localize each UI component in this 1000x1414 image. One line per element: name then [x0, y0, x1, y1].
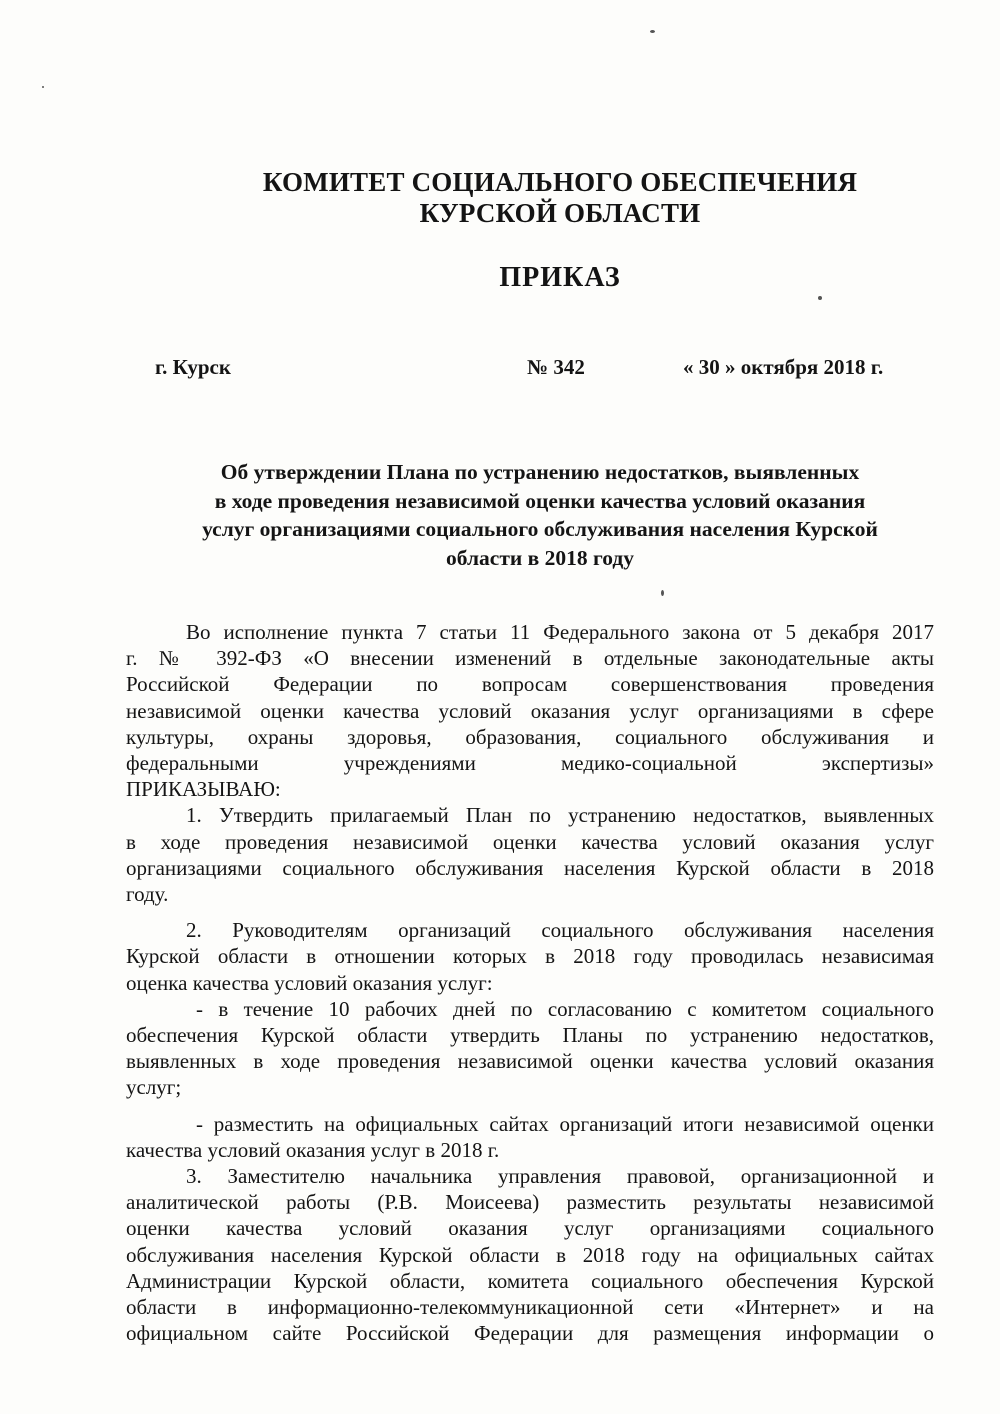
body-line: выявленных в ходе проведения независимой оценки качества условий оказания [126, 1049, 934, 1074]
body-line: обслуживания населения Курской области в 2018 году на официальных сайтах [126, 1242, 934, 1267]
body-line: культуры, охраны здоровья, образования, социального обслуживания и [126, 724, 934, 749]
body-line: - разместить на официальных сайтах организаций итоги независимой оценки [196, 1111, 934, 1136]
body-line: официальном сайте Российской Федерации для размещения информации о [126, 1321, 934, 1346]
order-keyword: ПРИКАЗЫВАЮ: [126, 777, 281, 802]
item-2-subitem-1 [126, 996, 934, 1101]
subject-line: области в 2018 году [446, 545, 634, 570]
scan-speck [42, 86, 44, 88]
document-city: г. Курск [155, 355, 231, 379]
body-line: Курской области в отношении которых в 2018 году проводилась независимая [126, 944, 934, 969]
item-1-paragraph [126, 802, 934, 907]
document-body [126, 619, 934, 1346]
body-line: г. № 392-ФЗ «О внесении изменений в отдельные законодательные акты [126, 646, 934, 671]
body-line: 1. Утвердить прилагаемый План по устранению недостатков, выявленных [186, 803, 934, 828]
body-line: 3. Заместителю начальника управления правовой, организационной и [186, 1164, 934, 1189]
body-line: Во исполнение пункта 7 статьи 11 Федерального закона от 5 декабря 2017 [186, 620, 934, 644]
item-3-paragraph [126, 1163, 934, 1346]
body-line: организациями социального обслуживания населения Курской области в 2018 [126, 855, 934, 880]
body-line: качества условий оказания услуг в 2018 г. [126, 1137, 500, 1162]
item-2-subitem-2 [126, 1111, 934, 1163]
body-line: независимой оценки качества условий оказания услуг организациями в сфере [126, 698, 934, 723]
subject-line: Об утверждении Плана по устранению недостатков, выявленных [220, 460, 860, 484]
subject-line: услуг организациями социального обслуживания населения Курской [202, 517, 878, 541]
document-type: ПРИКАЗ [499, 262, 621, 293]
scan-speck [818, 296, 822, 300]
body-line: аналитической работы (Р.В. Моисеева) разместить результаты независимой [126, 1190, 934, 1215]
document-date: « 30 » октября 2018 г. [683, 355, 884, 379]
body-line: Администрации Курской области, комитета социального обеспечения Курской [126, 1268, 934, 1293]
body-line: федеральными учреждениями медико-социальной экспертизы» [126, 751, 934, 776]
preamble-paragraph [126, 619, 934, 802]
body-line: - в течение 10 рабочих дней по согласованию с комитетом социального [196, 996, 934, 1021]
body-line: оценка качества условий оказания услуг: [126, 970, 493, 995]
organization-name-line1: КОМИТЕТ СОЦИАЛЬНОГО ОБЕСПЕЧЕНИЯ [262, 167, 858, 197]
body-line: году. [126, 882, 169, 907]
scan-speck [650, 30, 655, 33]
body-line: области в информационно-телекоммуникационной сети «Интернет» и на [126, 1295, 934, 1320]
document-subject [150, 458, 930, 572]
body-line: Российской Федерации по вопросам совершенствования проведения [126, 672, 934, 697]
document-number: № 342 [527, 355, 585, 379]
organization-name-line2: КУРСКОЙ ОБЛАСТИ [419, 198, 701, 228]
body-line: в ходе проведения независимой оценки качества условий оказания услуг [126, 829, 934, 854]
subject-line: в ходе проведения независимой оценки качества условий оказания [214, 488, 866, 513]
body-line: услуг; [126, 1075, 182, 1100]
body-line: 2. Руководителям организаций социального обслуживания населения [186, 918, 934, 943]
item-2-paragraph [126, 917, 934, 996]
scan-speck [661, 590, 664, 596]
body-line: обеспечения Курской области утвердить Планы по устранению недостатков, [126, 1023, 934, 1048]
body-line: оценки качества условий оказания услуг организациями социального [126, 1216, 934, 1241]
